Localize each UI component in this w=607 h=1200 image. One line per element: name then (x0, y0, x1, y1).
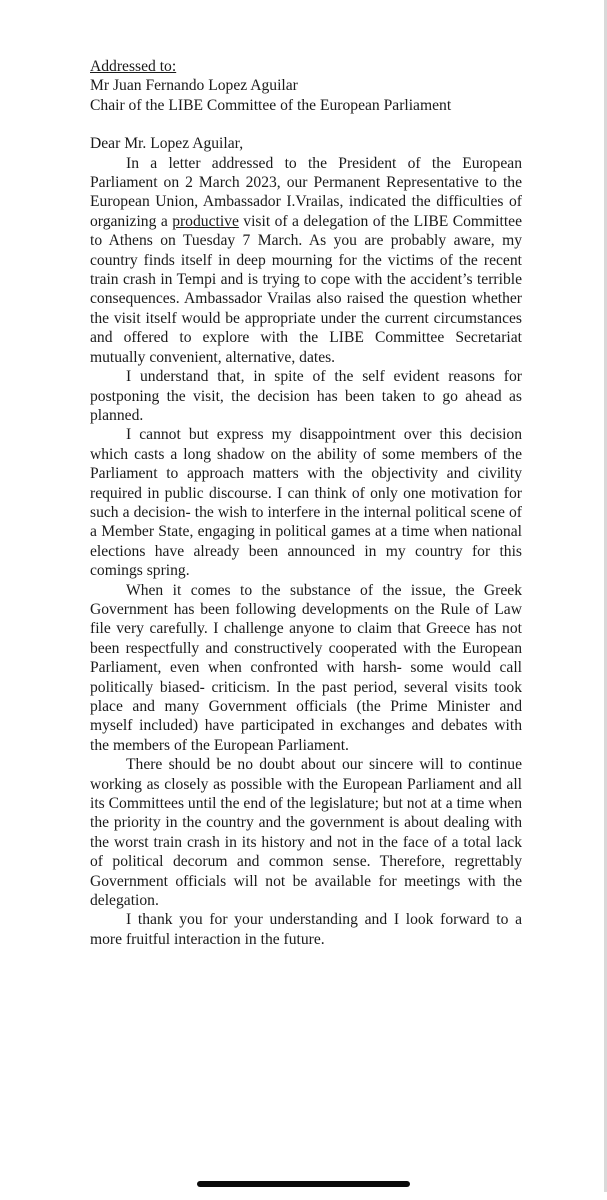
paragraph-4: When it comes to the substance of the issue, the Greek Government has been following developments on the Rule of Law file very carefully. I challenge anyone to claim that Greece has not been respectfully and constructively cooperated with the European Parliament, even when confronted with harsh- some would call politically biased- criticism. In the past period, several visits took place and many Government officials (the Prime Minister and myself included) have participated in exchanges and debates with the members of the European Parliament. (90, 581, 522, 754)
paragraph-5: There should be no doubt about our sincere will to continue working as closely as possible with the European Parliament and all its Committees until the end of the legislature; but not at a time when the priority in the country and the government is about dealing with the worst train crash in its history and not in the face of a total lack of political decorum and common sense. Therefore, regrettably Government officials will not be available for meetings with the delegation. (90, 756, 522, 910)
paragraph-6: I thank you for your understanding and I look forward to a more fruitful interaction in the future. (90, 911, 522, 948)
addressee-position: Chair of the LIBE Committee of the European Parliament (90, 96, 452, 114)
underlined-word: productive (172, 212, 239, 230)
letter-body (90, 154, 522, 950)
salutation: Dear Mr. Lopez Aguilar, (90, 135, 244, 153)
addressee-block (90, 57, 522, 115)
paragraph-2: I understand that, in spite of the self evident reasons for postponing the visit, the decision has been taken to go ahead as planned. (90, 368, 522, 424)
paragraph-1 (90, 154, 522, 367)
addressed-to-label: Addressed to: (90, 58, 177, 75)
paragraph-3: I cannot but express my disappointment over this decision which casts a long shadow on the ability of some members of the Parliament to approach matters with the objectivity and civility required in public discourse. I can think of only one motivation for such a decision- the wish to interfere in the internal political scene of a Member State, engaging in political games at a time when national elections have already been announced in my country for this comings spring. (90, 426, 522, 580)
paragraph-1-end: visit of a delegation of the LIBE Committee to Athens on Tuesday 7 March. As you are probably aware, my country finds itself in deep mourning for the victims of the recent train crash in Tempi and is trying to cope with the accident’s terrible consequences. Ambassador Vrailas also raised the question whether the visit itself would be appropriate under the current circumstances and offered to explore with the LIBE Committee Secretariat mutually convenient, alternative, dates. (90, 212, 523, 366)
letter-document (90, 57, 522, 949)
paragraph-1-start: In a letter addressed to the President of the European Parliament on 2 March 2023, our Permanent Representative to the European Union, Ambassador I.Vrailas, indicated the difficulties of organizing a (90, 154, 522, 230)
home-indicator-bar[interactable] (197, 1181, 410, 1187)
addressee-name: Mr Juan Fernando Lopez Aguilar (90, 77, 298, 95)
